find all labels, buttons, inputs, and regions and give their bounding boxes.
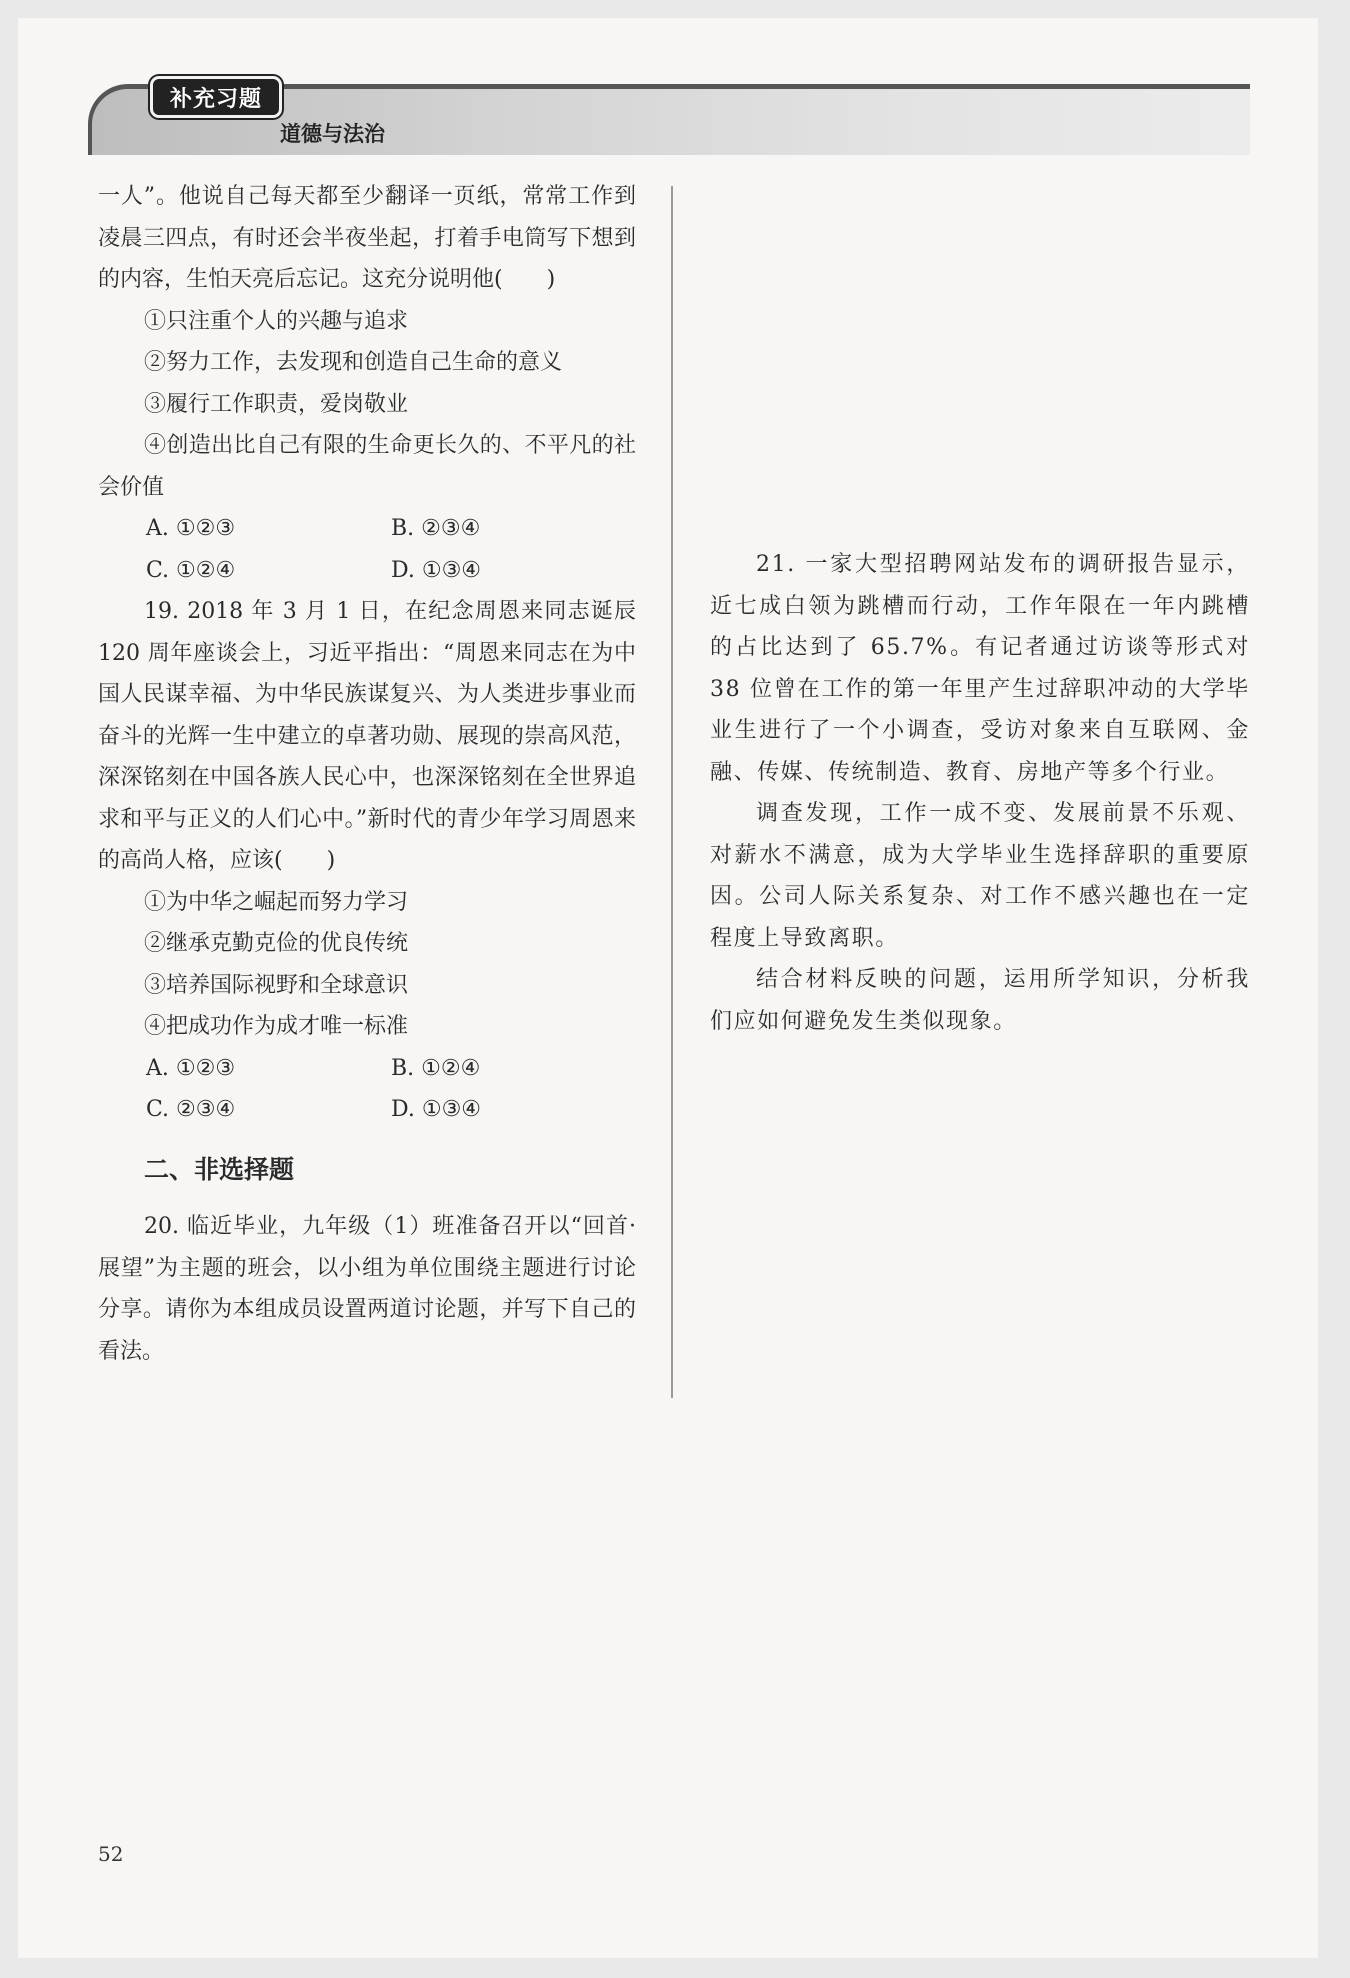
column-divider: [671, 186, 673, 1398]
section-badge: 补充习题: [150, 76, 282, 118]
q19-choices-row-1: [98, 1048, 636, 1090]
q18-item-4: ④创造出比自己有限的生命更长久的、不平凡的社会价值: [98, 433, 636, 500]
q21-paragraph-3: 结合材料反映的问题，运用所学知识，分析我们应如何避免发生类似现象。: [710, 967, 1250, 1034]
q19-stem: 19. 2018 年 3 月 1 日，在纪念周恩来同志诞辰 120 周年座谈会上，习近平指出：“周恩来同志在为中国人民谋幸福、为中华民族谋复兴、为人类进步事业而奋斗的光辉一生中建立的卓著功勋、展现的崇高风范，深深铭刻在中国各族人民心中，也深深铭刻在全世界追求和平与正义的人们心中。”新时代的青少年学习周恩来的高尚人格，应该( ): [98, 599, 636, 873]
section-heading: 二、非选择题: [144, 1154, 295, 1184]
left-column: [98, 176, 636, 1372]
q18-item-2: ②努力工作，去发现和创造自己生命的意义: [144, 350, 563, 375]
q19-item-3: ③培养国际视野和全球意识: [144, 972, 409, 998]
right-column: [710, 544, 1250, 1042]
q19-choice-d: D. ①③④: [391, 1097, 482, 1122]
q19-item-2: ②继承克勤克俭的优良传统: [144, 931, 409, 956]
q18-choices-row-2: [98, 550, 636, 592]
q20-text: 20. 临近毕业，九年级（1）班准备召开以“回首·展望”为主题的班会，以小组为单位围绕主题进行讨论分享。请你为本组成员设置两道讨论题，并写下自己的看法。: [98, 1214, 636, 1364]
q19-choices-row-2: [98, 1089, 636, 1131]
q19-item-4: ④把成功作为成才唯一标准: [144, 1014, 409, 1039]
subject-title: 道德与法治: [280, 122, 385, 146]
q18-item-3: ③履行工作职责，爱岗敬业: [144, 391, 409, 417]
q19-choice-c: C. ②③④: [146, 1097, 236, 1122]
q18-choice-d: D. ①③④: [391, 557, 482, 583]
q21-paragraph-2: 调查发现，工作一成不变、发展前景不乐观、对薪水不满意，成为大学毕业生选择辞职的重要原因。公司人际关系复杂、对工作不感兴趣也在一定程度上导致离职。: [710, 801, 1250, 951]
q21-paragraph-1: 21. 一家大型招聘网站发布的调研报告显示，近七成白领为跳槽而行动，工作年限在一年内跳槽的占比达到了 65.7%。有记者通过访谈等形式对 38 位曾在工作的第一年里产生过辞职冲动的大学毕业生进行了一个小调查，受访对象来自互联网、金融、传媒、传统制造、教育、房地产等多个行业。: [710, 552, 1250, 785]
q18-stem: 一人”。他说自己每天都至少翻译一页纸，常常工作到凌晨三四点，有时还会半夜坐起，打着手电筒写下想到的内容，生怕天亮后忘记。这充分说明他( ): [98, 184, 636, 292]
page-number: 52: [98, 1842, 124, 1866]
q19-item-1: ①为中华之崛起而努力学习: [144, 889, 409, 915]
q18-choice-c: C. ①②④: [146, 557, 236, 583]
q18-choice-a: A. ①②③: [146, 516, 236, 541]
q19-choice-b: B. ①②④: [391, 1055, 481, 1081]
q18-item-1: ①只注重个人的兴趣与追求: [144, 308, 409, 334]
q18-choice-b: B. ②③④: [391, 516, 481, 541]
q19-choice-a: A. ①②③: [146, 1055, 236, 1081]
q18-choices-row-1: [98, 508, 636, 550]
